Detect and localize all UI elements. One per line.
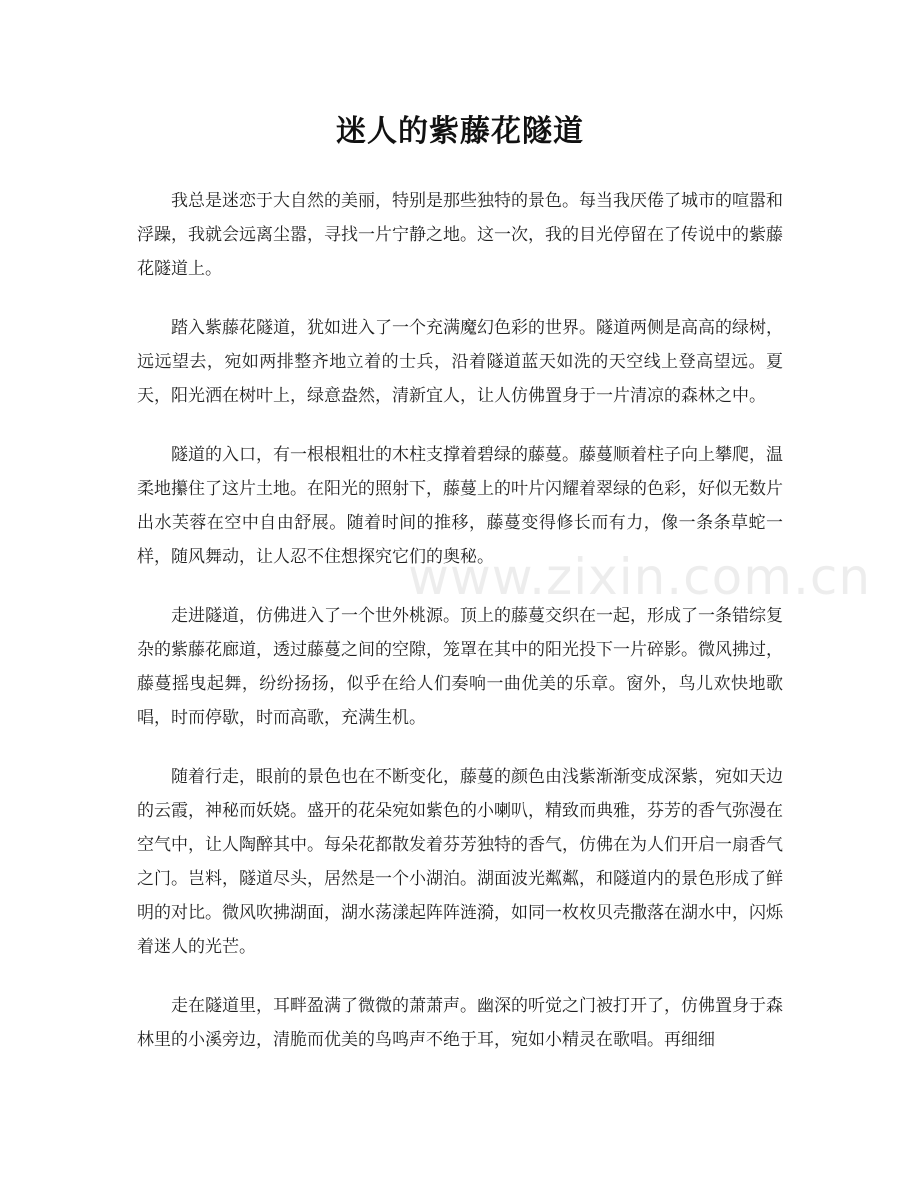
watermark-text: www.zixin.com.cn bbox=[408, 548, 872, 606]
paragraph: 走在隧道里，耳畔盈满了微微的萧萧声。幽深的听觉之门被打开了，仿佛置身于森林里的小溪旁边，清脆而优美的鸟鸣声不绝于耳，宛如小精灵在歌唱。再细细 bbox=[137, 996, 783, 1050]
paragraph: 踏入紫藤花隧道，犹如进入了一个充满魔幻色彩的世界。隧道两侧是高高的绿树，远远望去，宛如两排整齐地立着的士兵，沿着隧道蓝天如洗的天空线上登高望远。夏天，阳光洒在树叶上，绿意盎然，清新宜人，让人仿佛置身于一片清凉的森林之中。 bbox=[137, 318, 783, 406]
paragraph: 隧道的入口，有一根根粗壮的木柱支撑着碧绿的藤蔓。藤蔓顺着柱子向上攀爬，温柔地攥住了这片土地。在阳光的照射下，藤蔓上的叶片闪耀着翠绿的色彩，好似无数片出水芙蓉在空中自由舒展。随着时间的推移，藤蔓变得修长而有力，像一条条草蛇一样，随风舞动，让人忍不住想探究它们的奥秘。 bbox=[137, 445, 783, 567]
document-body bbox=[137, 184, 783, 1057]
paragraph: 随着行走，眼前的景色也在不断变化，藤蔓的颜色由浅紫渐渐变成深紫，宛如天边的云霞，神秘而妖娆。盛开的花朵宛如紫色的小喇叭，精致而典雅，芬芳的香气弥漫在空气中，让人陶醉其中。每朵花都散发着芬芳独特的香气，仿佛在为人们开启一扇香气之门。岂料，隧道尽头，居然是一个小湖泊。湖面波光粼粼，和隧道内的景色形成了鲜明的对比。微风吹拂湖面，湖水荡漾起阵阵涟漪，如同一枚枚贝壳撒落在湖水中，闪烁着迷人的光芒。 bbox=[137, 767, 783, 957]
paragraph: 我总是迷恋于大自然的美丽，特别是那些独特的景色。每当我厌倦了城市的喧嚣和浮躁，我就会远离尘嚣，寻找一片宁静之地。这一次，我的目光停留在了传说中的紫藤花隧道上。 bbox=[137, 191, 783, 279]
document-title: 迷人的紫藤花隧道 bbox=[336, 114, 584, 149]
paragraph: 走进隧道，仿佛进入了一个世外桃源。顶上的藤蔓交织在一起，形成了一条错综复杂的紫藤花廊道，透过藤蔓之间的空隙，笼罩在其中的阳光投下一片碎影。微风拂过，藤蔓摇曳起舞，纷纷扬扬，似乎在给人们奏响一曲优美的乐章。窗外，鸟儿欢快地歌唱，时而停歇，时而高歌，充满生机。 bbox=[137, 606, 783, 728]
